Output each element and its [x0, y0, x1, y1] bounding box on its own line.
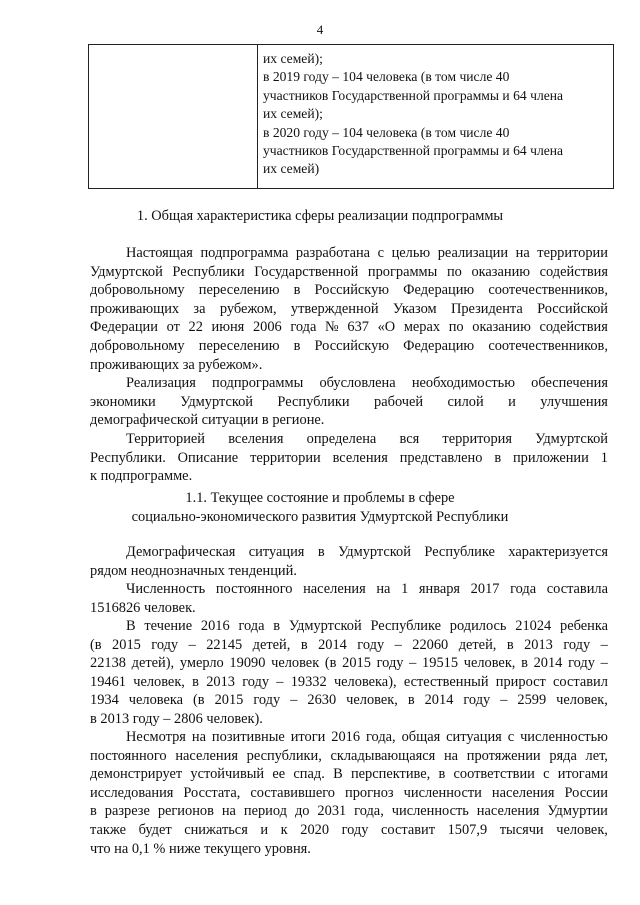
- word: устойчивый: [190, 766, 265, 783]
- word: с: [543, 766, 550, 783]
- word: Федерацию: [403, 282, 475, 299]
- word: перспективе,: [350, 766, 431, 783]
- word: России: [564, 784, 608, 801]
- word: составит: [381, 821, 435, 838]
- word: территория: [442, 431, 512, 447]
- word: в: [300, 636, 308, 653]
- word: разработана: [295, 245, 371, 261]
- word: Российскую: [314, 282, 390, 299]
- word: Демографическая: [126, 544, 236, 560]
- word: 21024: [515, 618, 552, 634]
- word: улучшения: [540, 393, 608, 410]
- word: Удмуртской: [288, 618, 362, 634]
- word: –: [409, 655, 417, 672]
- word: с: [507, 729, 515, 745]
- word: 2014: [318, 636, 347, 653]
- word: будет: [138, 821, 172, 838]
- word: №: [325, 319, 339, 336]
- word: –: [600, 655, 608, 672]
- word: (в: [193, 692, 205, 709]
- word: 1: [401, 581, 409, 597]
- word: общая: [401, 729, 441, 745]
- word: Российской: [537, 300, 608, 317]
- word: от: [166, 319, 180, 336]
- word: переселению: [198, 337, 280, 354]
- word: году: [151, 636, 179, 653]
- word: Росстата,: [183, 784, 241, 801]
- word: года: [238, 618, 265, 634]
- word: республики,: [246, 747, 322, 764]
- word: на: [376, 581, 391, 597]
- text-line: [90, 244, 608, 263]
- word: 2014: [424, 692, 454, 709]
- word: (в: [90, 636, 102, 653]
- word: итогами: [557, 766, 608, 783]
- text-line: [90, 636, 608, 655]
- word: –: [276, 673, 284, 690]
- word: родилось: [449, 618, 507, 634]
- summary-table: [88, 44, 614, 189]
- word: 2031: [317, 803, 347, 820]
- word: спад.: [293, 766, 325, 783]
- word: в: [273, 618, 281, 634]
- word: детей,: [458, 636, 497, 653]
- word: тысячи: [499, 821, 544, 838]
- word: оказанию: [472, 319, 531, 336]
- text-line: [90, 802, 608, 821]
- word: человека: [128, 692, 184, 709]
- word: характеризуется: [508, 544, 608, 560]
- word: обусловлена: [319, 375, 396, 391]
- word: итоги: [290, 729, 326, 745]
- word: ребенка: [560, 618, 608, 634]
- word: 1: [600, 449, 608, 466]
- word: (в: [324, 655, 337, 672]
- page-number: 4: [316, 22, 324, 37]
- word: регионов: [157, 803, 214, 820]
- text-line: [90, 281, 608, 300]
- word: Республике: [370, 618, 441, 634]
- word: также: [90, 821, 126, 838]
- word: переселению: [198, 282, 280, 299]
- word: 2016: [331, 729, 361, 745]
- word: Федерации: [90, 319, 158, 336]
- word: Удмуртии: [547, 803, 608, 820]
- word: необходимостью: [411, 375, 515, 391]
- word: детей),: [131, 655, 175, 672]
- section-heading-1: 1. Общая характеристика сферы реализации подпрограммы: [136, 208, 504, 224]
- word: июня: [211, 319, 245, 336]
- table-line: участников Государственной программы и 64 члена: [263, 143, 564, 159]
- word: в: [317, 544, 325, 560]
- word: Удмуртской: [90, 263, 163, 280]
- word: в: [407, 692, 415, 709]
- word: протяжении: [466, 747, 541, 764]
- word: территории: [537, 245, 608, 261]
- word: году: [568, 655, 595, 672]
- word: Государственной: [254, 263, 359, 280]
- text-line: 1516826 человек.: [90, 599, 196, 616]
- word: –: [188, 636, 196, 653]
- word: детей,: [252, 636, 291, 653]
- text-line: [90, 300, 608, 319]
- word: 1934: [90, 692, 119, 709]
- word: в: [506, 636, 514, 653]
- word: –: [500, 692, 508, 709]
- word: 19461: [90, 673, 126, 690]
- word: Республики.: [90, 449, 166, 466]
- word: программы: [367, 263, 438, 280]
- word: Республики: [277, 393, 350, 410]
- word: года,: [366, 729, 396, 745]
- word: численность: [391, 803, 469, 820]
- word: рубежом,: [219, 300, 277, 317]
- word: в: [494, 449, 502, 466]
- word: Федерацию: [403, 337, 475, 354]
- word: 22138: [90, 655, 126, 672]
- text-line: [90, 747, 608, 766]
- text-line: [90, 673, 608, 692]
- word: Удмуртской: [535, 431, 608, 447]
- word: населения: [491, 784, 555, 801]
- word: ее: [272, 766, 286, 783]
- text-line: [90, 617, 608, 636]
- word: на: [221, 803, 236, 820]
- word: составила: [546, 581, 608, 597]
- text-line: [90, 580, 608, 599]
- word: года,: [354, 803, 384, 820]
- text-line: [90, 821, 608, 840]
- table-line: их семей): [263, 161, 320, 177]
- word: до: [294, 803, 310, 820]
- word: 2016: [200, 618, 230, 634]
- word: –: [394, 636, 402, 653]
- word: 22060: [412, 636, 449, 653]
- text-line: [90, 374, 608, 393]
- word: приложении: [512, 449, 589, 466]
- word: оказанию: [471, 263, 531, 280]
- word: 2013: [524, 636, 553, 653]
- table-line: их семей);: [263, 106, 323, 122]
- word: 637: [347, 319, 369, 336]
- word: вселения: [228, 431, 284, 447]
- word: В: [333, 766, 343, 783]
- word: с: [377, 245, 384, 261]
- word: составил: [553, 673, 608, 690]
- word: человек,: [133, 673, 185, 690]
- word: в: [438, 766, 446, 783]
- word: соотечественников,: [488, 282, 608, 299]
- word: человек,: [346, 692, 398, 709]
- word: Описание: [177, 449, 239, 466]
- word: снижаться: [184, 821, 248, 838]
- word: году: [563, 636, 591, 653]
- table-line: их семей);: [263, 51, 323, 66]
- word: 2015: [342, 655, 371, 672]
- word: ситуация: [248, 544, 305, 560]
- word: Российскую: [314, 337, 390, 354]
- word: 1507,9: [447, 821, 488, 838]
- text-line: [90, 263, 608, 282]
- word: течение: [144, 618, 193, 634]
- word: 2015: [214, 692, 244, 709]
- paragraph: [90, 430, 608, 486]
- word: мерах: [403, 319, 441, 336]
- word: Удмуртской: [338, 544, 411, 560]
- text-line: [90, 765, 608, 784]
- paragraph: [90, 728, 608, 858]
- word: в: [293, 282, 301, 299]
- word: и: [260, 821, 269, 838]
- text-line: в 2013 году – 2806 человек).: [90, 710, 263, 727]
- text-line: [90, 393, 608, 412]
- word: –: [290, 692, 298, 709]
- text-line: проживающих за рубежом».: [90, 356, 263, 373]
- word: Территорией: [126, 431, 206, 447]
- word: 19090: [229, 655, 266, 672]
- word: человек,: [463, 655, 516, 672]
- text-line: [90, 449, 608, 468]
- word: подпрограммы: [212, 375, 304, 391]
- word: по: [446, 263, 462, 280]
- word: Численность: [126, 581, 206, 597]
- word: 2006: [252, 319, 282, 336]
- text-line: [90, 430, 608, 449]
- word: Несмотря: [126, 729, 186, 745]
- word: 2014: [533, 655, 563, 672]
- word: ряда: [549, 747, 577, 764]
- word: года: [290, 319, 317, 336]
- word: прирост: [495, 673, 546, 690]
- word: 2599: [517, 692, 547, 709]
- word: населения: [476, 803, 540, 820]
- word: 2630: [307, 692, 337, 709]
- word: Президента: [450, 300, 523, 317]
- word: рабочей: [374, 393, 424, 410]
- word: 2017: [470, 581, 500, 597]
- word: году: [253, 692, 281, 709]
- word: соответствии: [453, 766, 535, 783]
- word: в: [521, 655, 528, 672]
- word: 2020: [300, 821, 330, 838]
- word: 2013: [206, 673, 235, 690]
- word: –: [600, 636, 608, 653]
- word: 19515: [422, 655, 459, 672]
- word: численности: [403, 784, 482, 801]
- paragraph: [90, 374, 608, 430]
- word: лет,: [585, 747, 608, 764]
- text-line: что на 0,1 % ниже текущего уровня.: [90, 840, 311, 857]
- word: представлено: [399, 449, 483, 466]
- word: человек: [271, 655, 320, 672]
- word: составившего: [250, 784, 336, 801]
- word: году: [463, 692, 491, 709]
- word: году: [357, 636, 385, 653]
- text-line: [90, 728, 608, 747]
- table-line: участников Государственной программы и 64 члена: [263, 87, 564, 103]
- word: 2015: [112, 636, 141, 653]
- paragraph: [90, 580, 608, 617]
- word: населения: [303, 581, 366, 597]
- word: численностью: [520, 729, 608, 745]
- word: соотечественников,: [488, 337, 608, 354]
- text-line: демографической ситуации в регионе.: [90, 412, 325, 429]
- word: года: [510, 581, 537, 597]
- word: утвержденной: [290, 300, 379, 317]
- word: вся: [399, 431, 420, 447]
- text-line: к подпрограмме.: [90, 468, 193, 485]
- word: января: [418, 581, 461, 597]
- word: на: [191, 729, 206, 745]
- word: позитивные: [211, 729, 285, 745]
- word: реализации: [437, 245, 509, 261]
- word: территории: [250, 449, 321, 466]
- text-line: рядом неоднозначных тенденций.: [90, 562, 297, 579]
- word: году: [376, 655, 404, 672]
- text-line: [90, 318, 608, 337]
- table-line: в 2019 году – 104 человека (в том числе 40: [263, 69, 510, 85]
- word: и: [508, 393, 516, 410]
- word: подпрограмма: [200, 245, 289, 261]
- word: Удмуртской: [180, 393, 253, 410]
- word: на: [515, 245, 530, 261]
- section-heading-1-1-line2: социально-экономического развития Удмуртской Республики: [131, 509, 509, 525]
- word: Настоящая: [126, 245, 193, 261]
- word: содействия: [539, 263, 608, 280]
- word: за: [193, 300, 206, 317]
- word: в: [90, 803, 97, 820]
- word: в: [293, 337, 301, 354]
- paragraph: [90, 617, 608, 729]
- text-line: [90, 543, 608, 562]
- word: прогноз: [345, 784, 394, 801]
- table-line: в 2020 году – 104 человека (в том числе 40: [263, 124, 510, 140]
- word: складывающаяся: [330, 747, 436, 764]
- word: определена: [306, 431, 377, 447]
- text-line: [90, 654, 608, 673]
- word: человек,: [556, 692, 608, 709]
- word: добровольному: [90, 337, 185, 354]
- word: Указом: [392, 300, 437, 317]
- word: естественный: [403, 673, 489, 690]
- word: постоянного: [90, 747, 167, 764]
- word: к: [280, 821, 288, 838]
- word: добровольному: [90, 282, 185, 299]
- word: году: [242, 673, 270, 690]
- word: вселения: [332, 449, 388, 466]
- word: 22: [188, 319, 203, 336]
- word: по: [448, 319, 464, 336]
- word: Республике: [424, 544, 495, 560]
- word: целью: [391, 245, 431, 261]
- word: период: [243, 803, 287, 820]
- table-right-cell: [263, 50, 611, 179]
- paragraph: [90, 543, 608, 580]
- word: экономики: [90, 393, 156, 410]
- word: на: [443, 747, 459, 764]
- word: человека),: [333, 673, 397, 690]
- word: населения: [175, 747, 238, 764]
- word: разрезе: [104, 803, 150, 820]
- word: ситуация: [446, 729, 502, 745]
- word: демонстрирует: [90, 766, 183, 783]
- word: силой: [447, 393, 484, 410]
- word: Реализация: [126, 375, 196, 391]
- word: В: [126, 618, 136, 634]
- text-line: [90, 784, 608, 803]
- table-column-divider: [257, 45, 258, 188]
- word: проживающих: [90, 300, 180, 317]
- paragraph: [90, 244, 608, 374]
- word: исследования: [90, 784, 174, 801]
- text-line: [90, 337, 608, 356]
- word: «О: [377, 319, 396, 336]
- word: умерло: [179, 655, 224, 672]
- word: в: [192, 673, 199, 690]
- text-line: [90, 691, 608, 710]
- word: содействия: [539, 319, 608, 336]
- word: 19332: [290, 673, 327, 690]
- word: Республики: [172, 263, 245, 280]
- word: обеспечения: [531, 375, 608, 391]
- word: человек,: [556, 821, 608, 838]
- word: году: [341, 821, 369, 838]
- word: 22145: [206, 636, 243, 653]
- word: постоянного: [215, 581, 293, 597]
- section-heading-1-1-line1: 1.1. Текущее состояние и проблемы в сфере: [185, 490, 455, 506]
